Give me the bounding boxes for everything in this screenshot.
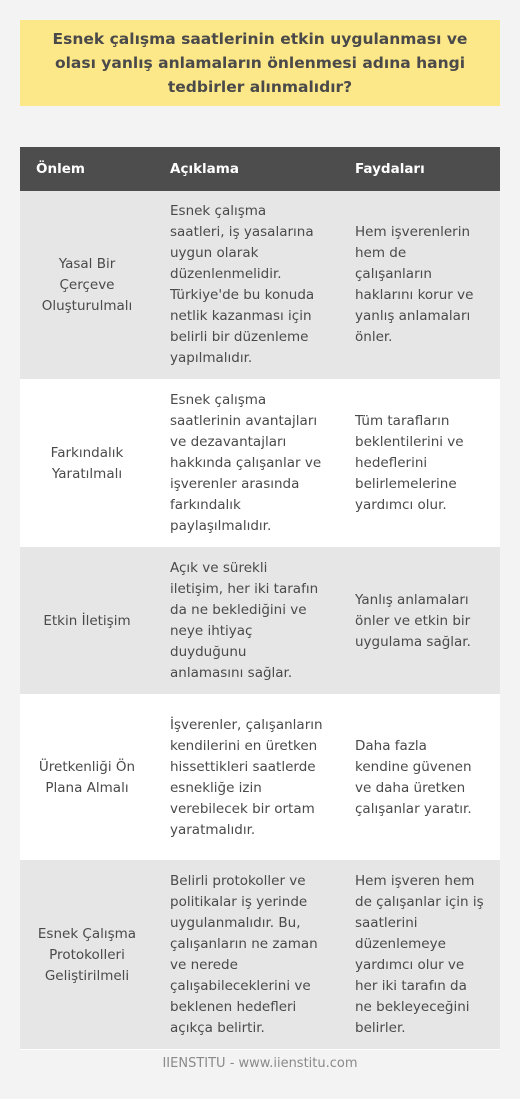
page-title: Esnek çalışma saatlerinin etkin uygulanması ve olası yanlış anlamaların önlenmesi adına hangi tedbirler alınmalıdır? [52,30,468,96]
table-row [20,380,500,548]
table-row [20,191,500,380]
row-benefits: Tüm tarafların beklentilerini ve hedeflerini belirlemelerine yardımcı olur. [339,380,500,548]
row-benefits: Daha fazla kendine güvenen ve daha üretken çalışanlar yaratır. [339,695,500,861]
row-measure: Üretkenliği Ön Plana Almalı [20,695,154,861]
row-description: Esnek çalışma saatlerinin avantajları ve dezavantajları hakkında çalışanlar ve işverenler arasında farkındalık paylaşılmalıdır. [154,380,339,548]
footer-credit: IIENSTITU - www.iienstitu.com [162,1056,358,1071]
row-benefits: Hem işveren hem de çalışanlar için iş saatlerini düzenlemeye yardımcı olur ve her iki tarafın da ne bekleyeceğini belirler. [339,861,500,1050]
table-row [20,548,500,695]
row-measure: Esnek Çalışma Protokolleri Geliştirilmeli [20,861,154,1050]
row-benefits: Hem işverenlerin hem de çalışanların haklarını korur ve yanlış anlamaları önler. [339,191,500,380]
row-measure: Farkındalık Yaratılmalı [20,380,154,548]
header-measure: Önlem [20,147,154,191]
row-benefits: Yanlış anlamaları önler ve etkin bir uygulama sağlar. [339,548,500,695]
row-description: Esnek çalışma saatleri, iş yasalarına uygun olarak düzenlenmelidir. Türkiye'de bu konuda netlik kazanması için belirli bir düzenleme yapılmalıdır. [154,191,339,380]
row-measure: Yasal Bir Çerçeve Oluşturulmalı [20,191,154,380]
header-description: Açıklama [154,147,339,191]
measures-table [20,147,500,1050]
row-description: İşverenler, çalışanların kendilerini en üretken hissettikleri saatlerde esnekliğe izin verebilecek bir ortam yaratmalıdır. [154,695,339,861]
title-banner [20,20,500,106]
table-row [20,861,500,1050]
header-benefits: Faydaları [339,147,500,191]
table-row [20,695,500,861]
row-description: Açık ve sürekli iletişim, her iki tarafın da ne beklediğini ve neye ihtiyaç duyduğunu anlamasını sağlar. [154,548,339,695]
table-header [20,147,500,191]
row-measure: Etkin İletişim [20,548,154,695]
row-description: Belirli protokoller ve politikalar iş yerinde uygulanmalıdır. Bu, çalışanların ne zaman ve nerede çalışabileceklerini ve beklenen hedefleri açıkça belirtir. [154,861,339,1050]
